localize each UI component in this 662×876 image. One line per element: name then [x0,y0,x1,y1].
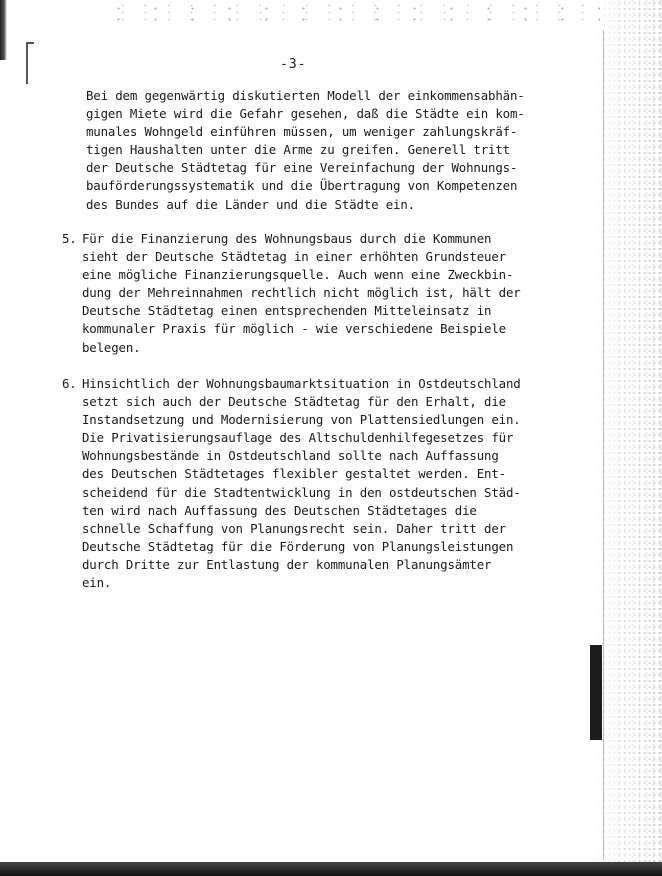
text-line: eine mögliche Finanzierungsquelle. Auch wenn eine Zweckbin- [82,267,514,283]
scan-edge-bottom [0,862,662,876]
text-line: ten wird nach Auffassung des Deutschen Städtetages die [82,502,477,518]
text-line: des Deutschen Städtetages flexibler gestaltet werden. Ent- [82,466,506,482]
scan-noise-top [100,0,600,22]
text-line: scheidend für die Stadtentwicklung in den ostdeutschen Städ- [82,484,521,500]
scan-fold-line [603,30,604,860]
text-line: Hinsichtlich der Wohnungsbaumarktsituation in Ostdeutschland [82,376,521,391]
list-item-6 [62,375,521,592]
text-line: Instandsetzung und Modernisierung von Plattensiedlungen ein. [82,412,521,428]
text-line: der Deutsche Städtetag für eine Vereinfachung der Wohnungs- [86,160,518,176]
text-line: dung der Mehreinnahmen rechtlich nicht möglich ist, hält der [82,285,521,301]
text-line: Wohnungsbestände in Ostdeutschland sollte nach Auffassung [82,448,499,464]
page-number: -3- [280,57,307,72]
text-line: kommunaler Praxis für möglich - wie verschiedene Beispiele [82,321,506,337]
text-line: Deutsche Städtetag einen entsprechenden Mitteleinsatz in [82,303,492,319]
text-line: schnelle Schaffung von Planungsrecht sein. Daher tritt der [82,520,506,536]
scan-binding-mark [590,645,602,740]
text-line: bauförderungssystematik und die Übertragung von Kompetenzen [86,178,518,194]
text-line: Bei dem gegenwärtig diskutierten Modell der einkommensabhän- [86,88,525,103]
text-line: belegen. [82,339,141,355]
paragraph-intro [86,87,525,214]
scan-edge-left [0,0,7,60]
text-line: gigen Miete wird die Gefahr gesehen, daß die Städte ein kom- [86,106,525,122]
list-item-5 [62,230,521,357]
list-item-number: 5. [62,231,77,246]
list-item-number: 6. [62,376,77,391]
text-line: des Bundes auf die Länder und die Städte ein. [86,196,415,212]
scan-mark [26,42,34,84]
text-line: sieht der Deutsche Städtetag in einer erhöhten Grundsteuer [82,249,506,265]
text-line: tigen Haushalten unter die Arme zu greifen. Generell tritt [86,142,510,158]
text-line: Die Privatisierungsauflage des Altschuldenhilfegesetzes für [82,430,514,446]
text-line: Für die Finanzierung des Wohnungsbaus durch die Kommunen [82,231,492,246]
text-line: ein. [82,575,112,591]
text-line: setzt sich auch der Deutsche Städtetag für den Erhalt, die [82,394,506,410]
text-line: munales Wohngeld einführen müssen, um weniger zahlungskräf- [86,124,518,140]
text-line: durch Dritte zur Entlastung der kommunalen Planungsämter [82,556,492,572]
text-line: Deutsche Städtetag für die Förderung von Planungsleistungen [82,538,514,554]
